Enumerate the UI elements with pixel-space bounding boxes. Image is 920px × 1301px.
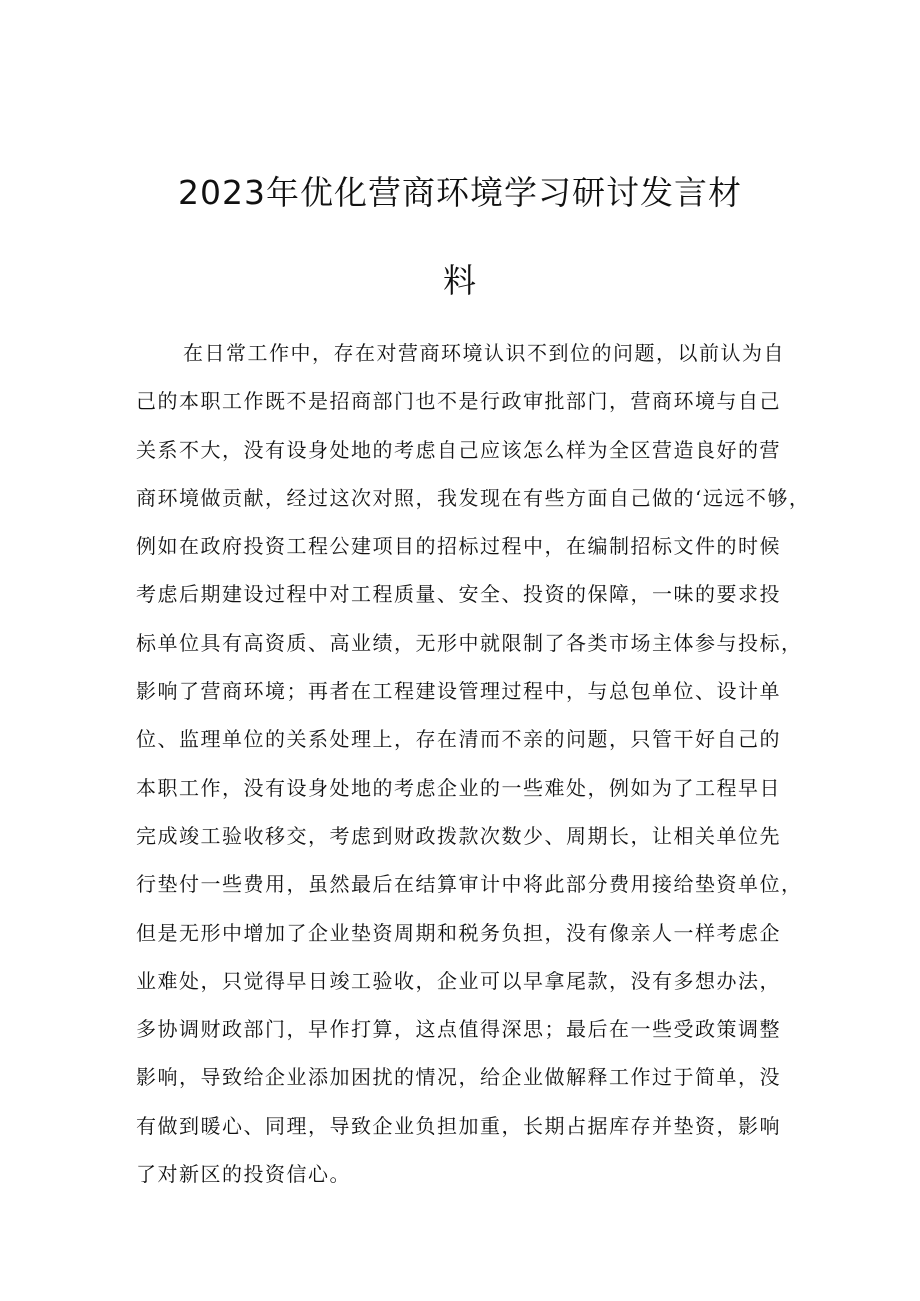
paragraph-line: 在日常工作中，存在对营商环境认识不到位的问题，以前认为自 (183, 341, 785, 365)
document-title-continued: 料 (443, 261, 477, 300)
paragraph-line: 商环境做贡献，经过这次对照，我发现在有些方面自己做的‘远远不够， (136, 485, 811, 510)
paragraph-line: 业难处，只觉得早日竣工验收，企业可以早拿尾款，没有多想办法， (136, 968, 781, 993)
paragraph-line: 影响，导致给企业添加困扰的情况，给企业做解释工作过于简单，没 (136, 1065, 781, 1090)
paragraph-line: 考虑后期建设过程中对工程质量、安全、投资的保障，一味的要求投 (136, 582, 781, 607)
paragraph-line: 了对新区的投资信心。 (136, 1162, 351, 1187)
paragraph-line: 位、监理单位的关系处理上，存在清而不亲的问题，只管干好自己的 (136, 727, 781, 752)
paragraph-line: 己的本职工作既不是招商部门也不是行政审批部门，营商环境与自己 (136, 389, 781, 414)
paragraph-line: 本职工作，没有设身处地的考虑企业的一些难处，例如为了工程早日 (136, 775, 781, 800)
paragraph-line: 关系不大，没有设身处地的考虑自己应该怎么样为全区营造良好的营 (136, 437, 781, 462)
paragraph-line: 但是无形中增加了企业垫资周期和税务负担，没有像亲人一样考虑企 (136, 920, 781, 945)
paragraph-line: 标单位具有高资质、高业绩，无形中就限制了各类市场主体参与投标， (136, 630, 803, 655)
paragraph-line: 行垫付一些费用，虽然最后在结算审计中将此部分费用接给垫资单位， (136, 872, 803, 897)
document-title: 2023年优化营商环境学习研讨发言材 (178, 173, 742, 212)
paragraph-line: 多协调财政部门，早作打算，这点值得深思；最后在一些受政策调整 (136, 1017, 781, 1042)
paragraph-line: 完成竣工验收移交，考虑到财政拨款次数少、周期长，让相关单位先 (136, 823, 781, 848)
paragraph-line: 有做到暖心、同理，导致企业负担加重，长期占据库存并垫资，影响 (136, 1113, 781, 1138)
paragraph-line: 影响了营商环境；再者在工程建设管理过程中，与总包单位、设计单 (136, 679, 781, 704)
paragraph-line: 例如在政府投资工程公建项目的招标过程中，在编制招标文件的时候 (136, 534, 781, 559)
body-paragraph (136, 338, 811, 1207)
